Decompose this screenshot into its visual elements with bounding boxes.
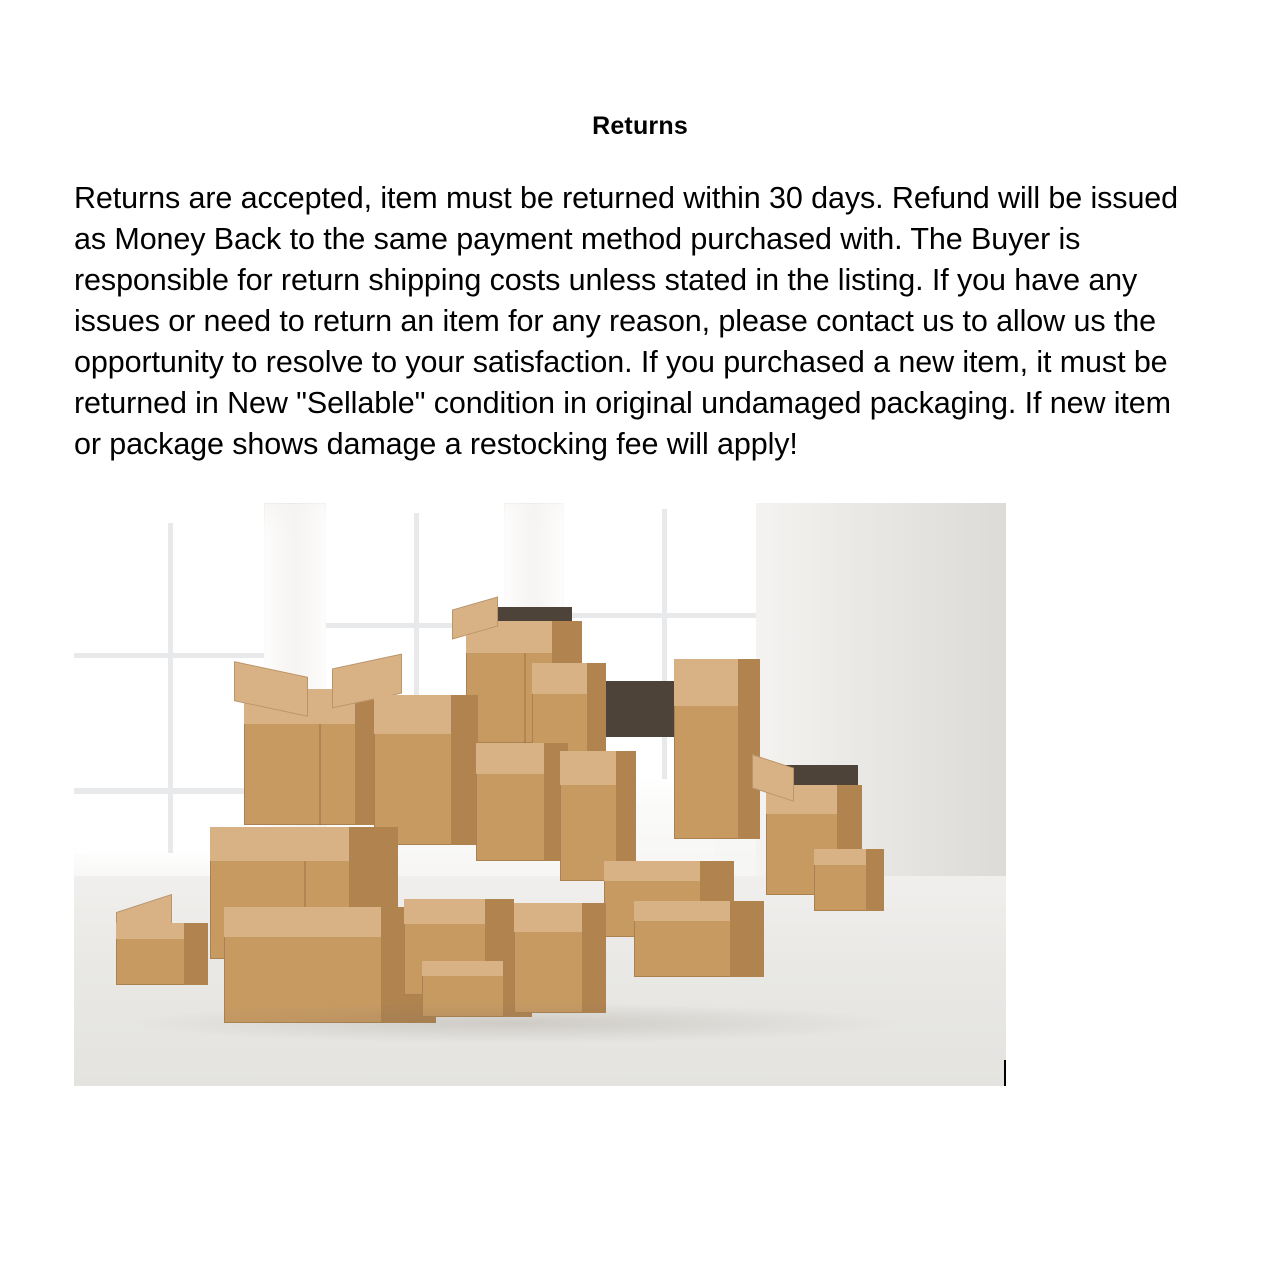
- box: [674, 659, 760, 839]
- window-mullion: [662, 509, 667, 779]
- window-mullion: [74, 788, 264, 794]
- box: [244, 689, 394, 825]
- text-caret: [1004, 1060, 1006, 1086]
- page-title: Returns: [592, 112, 688, 140]
- box: [514, 903, 606, 1013]
- box: [374, 695, 478, 845]
- photo-scene: [74, 503, 1006, 1086]
- window-mullion: [74, 653, 264, 658]
- pile-shadow: [134, 1003, 894, 1043]
- window-mullion: [168, 523, 173, 853]
- returns-policy-text: Returns are accepted, item must be returned within 30 days. Refund will be issued as Money Back to the same payment method purchased with. The Buyer is responsible for return shipping costs unless stated in the listing. If you have any issues or need to return an item for any reason, please contact us to allow us the opportunity to resolve to your satisfaction. If you purchased a new item, it must be returned in New "Sellable" condition in original undamaged packaging. If new item or package shows damage a restocking fee will apply!: [74, 181, 1179, 461]
- box: [634, 901, 764, 977]
- window-mullion: [564, 613, 764, 618]
- boxes-photo: [74, 503, 1006, 1086]
- box: [476, 743, 568, 861]
- box: [814, 849, 884, 911]
- box: [116, 923, 208, 985]
